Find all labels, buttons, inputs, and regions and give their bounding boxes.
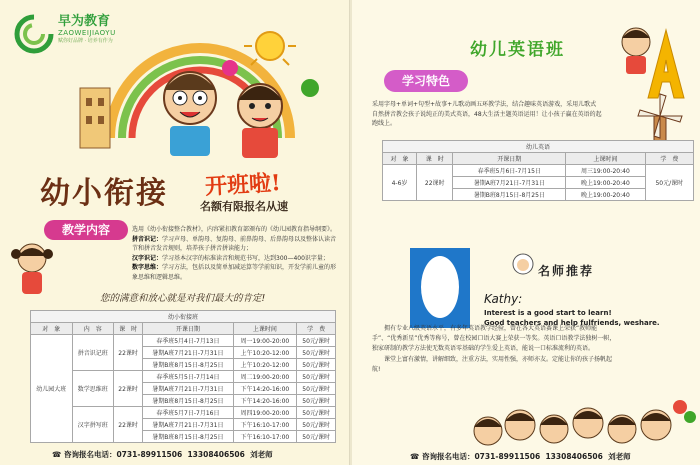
hours-cell: 22课时	[114, 335, 143, 371]
subheadline: 名额有限报名从速	[200, 200, 288, 213]
table-row	[31, 335, 336, 347]
teacher-description	[372, 324, 700, 376]
logo-swirl-icon	[14, 14, 54, 54]
time-cell: 周三19:00-20:40	[566, 165, 646, 177]
content-cell: 数学思维班	[72, 371, 114, 407]
slogan: 您的满意和放心就是对我们最大的肯定!	[100, 293, 266, 304]
course-intro	[132, 225, 342, 282]
quote-line-1: Interest is a good start to learn!	[484, 309, 612, 317]
time-cell: 下午14:20-16:00	[233, 383, 297, 395]
time-cell: 下午16:10-17:00	[233, 431, 297, 443]
fee-cell: 50元/课时	[297, 347, 336, 359]
contact-mobile: 13308406506	[545, 452, 603, 461]
contact-person: 刘老师	[250, 450, 273, 459]
fee-cell: 50元/课时	[297, 383, 336, 395]
phone-icon: ☎	[410, 452, 420, 461]
fee-cell: 50元/课时	[645, 165, 693, 201]
col-header: 课 时	[114, 323, 143, 335]
audience-cell: 幼儿园大班	[31, 335, 73, 443]
left-contact	[52, 449, 273, 460]
col-header: 对 象	[383, 153, 417, 165]
fee-cell: 50元/课时	[297, 395, 336, 407]
table-caption: 幼小衔接班	[31, 311, 336, 323]
learning-features-pill: 学习特色	[384, 70, 468, 92]
english-class-title: 幼儿英语班	[470, 40, 565, 60]
time-cell: 周二19:00-20:00	[233, 371, 297, 383]
date-cell: 春季班5月6日-7月15日	[453, 165, 566, 177]
kid-with-letter-a-illustration	[608, 20, 696, 100]
english-intro: 采用字母+单词+句型+故事+儿歌动画五环教学法，结合趣味英语游戏，采用儿歌式自然拼音教会孩子说纯正的美式英语，48大生活主题英语运用！让小孩子赢在英语的起跑线上。	[372, 101, 602, 127]
intro-line-3: 数字思维：学习方法，包括以及简单加减运算等学前知识，开发学前儿童的形象思维和逻辑思维。	[132, 264, 337, 281]
hours-cell: 22课时	[114, 407, 143, 443]
date-cell: 暑期B班8月15日-8月25日	[143, 431, 233, 443]
headline: 幼小衔接	[40, 176, 168, 211]
fee-cell: 50元/课时	[297, 335, 336, 347]
contact-phone: 咨询报名电话：0731-89911506	[421, 452, 541, 461]
brand-logo	[14, 14, 116, 54]
table-row	[31, 371, 336, 383]
col-header: 内 容	[72, 323, 114, 335]
date-cell: 暑期B班8月15日-8月25日	[453, 189, 566, 201]
logo-english: ZAOWEIJIAOYU	[58, 29, 116, 37]
teacher-photo-placeholder	[410, 248, 470, 328]
date-cell: 春季班5月7日-7月16日	[143, 407, 233, 419]
left-schedule-table	[30, 310, 336, 443]
phone-icon: ☎	[52, 450, 62, 459]
logo-name: 早为教育	[58, 14, 111, 29]
date-cell: 春季班5月5日-7月14日	[143, 371, 233, 383]
fee-cell: 50元/课时	[297, 371, 336, 383]
time-cell: 下午16:10-17:00	[233, 419, 297, 431]
col-header: 课 时	[417, 153, 453, 165]
right-schedule-table	[382, 140, 694, 201]
contact-person: 刘老师	[608, 452, 631, 461]
hours-cell: 22课时	[114, 371, 143, 407]
col-header: 学 费	[297, 323, 336, 335]
time-cell: 上午10:20-12:00	[233, 359, 297, 371]
contact-phone: 咨询报名电话：0731-89911506	[63, 450, 183, 459]
girl-cartoon-illustration	[8, 240, 56, 302]
table-row	[31, 407, 336, 419]
col-header: 上课时间	[566, 153, 646, 165]
intro-line-1: 拼音识记：学习声母、单韵母、复韵母、前鼻韵母、后鼻韵母以及整体认读音节和拼音发音规则，培养孩子拼音拼读能力；	[132, 235, 337, 252]
content-cell: 拼音识记班	[72, 335, 114, 371]
fee-cell: 50元/课时	[297, 359, 336, 371]
intro-line-0: 选用《幼小衔接整合教材》，内容紧扣教育部颁布的《幼儿园教育指导纲要》。	[132, 226, 337, 233]
quote-line-2: Good teachers and help fulfriends, weshare.	[484, 319, 660, 327]
table-caption: 幼儿英语	[383, 141, 694, 153]
kids-group-illustration	[468, 395, 698, 455]
time-cell: 晚上19:00-20:40	[566, 189, 646, 201]
col-header: 学 费	[645, 153, 693, 165]
hours-cell: 22课时	[417, 165, 453, 201]
intro-line-2: 汉字识记：学习基本汉字的标准读音和规范书写，达到300—400识字量；	[132, 254, 329, 262]
time-cell: 下午14:20-16:00	[233, 395, 297, 407]
col-header: 上课时间	[233, 323, 297, 335]
fee-cell: 50元/课时	[297, 419, 336, 431]
teacher-desc-1: 拥有专业八级英语水平，有多年英语教学经验，曾在各大英语赛课上荣获“教师能手”、“优秀新星”优秀等称号，曾在校园口语大赛上荣获一等奖。英语口语教学法独树一帜，独家研制的教学方法使无数英语零基础的学生爱上英语，能说一口标准流利的英语。	[372, 325, 616, 352]
astronaut-kid-icon	[510, 252, 536, 278]
col-header: 开课日期	[453, 153, 566, 165]
time-cell: 周一19:00-20:00	[233, 335, 297, 347]
col-header: 开课日期	[143, 323, 233, 335]
date-cell: 暑期A班7月21日-7月31日	[453, 177, 566, 189]
table-row	[383, 165, 694, 177]
audience-cell: 4-6岁	[383, 165, 417, 201]
headline-opening: 开班啦!	[204, 170, 282, 200]
date-cell: 暑期B班8月15日-8月25日	[143, 395, 233, 407]
date-cell: 春季班5月4日-7月13日	[143, 335, 233, 347]
time-cell: 上午10:20-12:00	[233, 347, 297, 359]
date-cell: 暑期A班7月21日-7月31日	[143, 419, 233, 431]
date-cell: 暑期A班7月21日-7月31日	[143, 347, 233, 359]
famous-teacher-heading: 名师推荐	[538, 264, 595, 278]
logo-tagline: 赋你好品牌 · 培养有作为	[58, 38, 113, 44]
content-cell: 汉字拼写班	[72, 407, 114, 443]
fee-cell: 50元/课时	[297, 407, 336, 419]
date-cell: 暑期A班7月21日-7月31日	[143, 383, 233, 395]
fee-cell: 50元/课时	[297, 431, 336, 443]
time-cell: 晚上19:00-20:40	[566, 177, 646, 189]
teaching-content-pill: 教学内容	[44, 220, 128, 240]
contact-mobile: 13308406506	[187, 450, 245, 459]
date-cell: 暑期B班8月15日-8月25日	[143, 359, 233, 371]
teacher-desc-2: 课堂上富有激情，讲解细致，注重方法，实用性强，亦师亦友。定能让你的孩子扬帆起航!	[372, 356, 613, 373]
time-cell: 周四19:00-20:00	[233, 407, 297, 419]
col-header: 对 象	[31, 323, 73, 335]
teacher-name: Kathy:	[484, 292, 523, 306]
right-contact	[410, 451, 631, 462]
